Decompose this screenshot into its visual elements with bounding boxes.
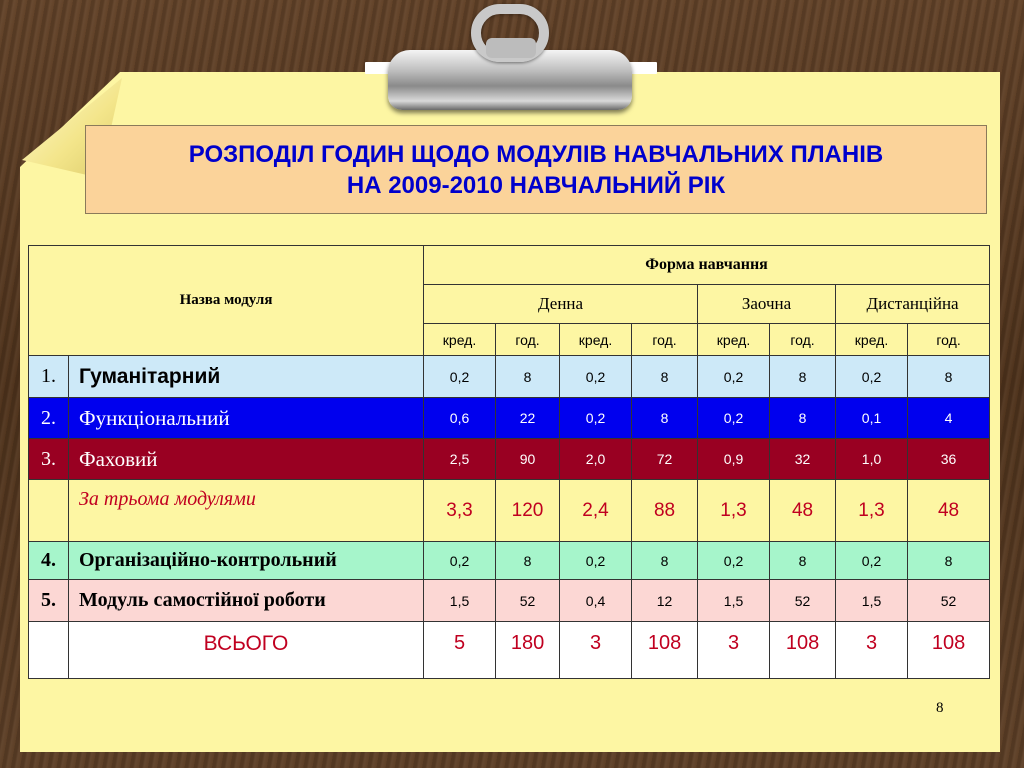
value-cell: 8: [632, 542, 698, 580]
value-cell: 32: [770, 439, 836, 480]
value-cell: 0,2: [836, 356, 908, 398]
value-cell: 2,5: [424, 439, 496, 480]
value-cell: 0,2: [836, 542, 908, 580]
module-name-header: Назва модуля: [29, 246, 424, 356]
module-name: Функціональний: [69, 398, 424, 439]
form-extramural: Заочна: [698, 285, 836, 324]
value-cell: 120: [496, 480, 560, 542]
sub-header-credits: кред.: [836, 324, 908, 356]
table-row: [29, 439, 990, 480]
header-row-1: [29, 246, 990, 285]
table-row-total: [29, 622, 990, 679]
value-cell: 72: [632, 439, 698, 480]
value-cell: 0,2: [698, 356, 770, 398]
row-number: 5.: [29, 580, 69, 622]
value-cell: 52: [496, 580, 560, 622]
value-cell: 8: [770, 356, 836, 398]
value-cell: 1,3: [836, 480, 908, 542]
sub-header-hours: год.: [908, 324, 990, 356]
value-cell: 52: [908, 580, 990, 622]
form-distance: Дистанційна: [836, 285, 990, 324]
value-cell: 108: [770, 622, 836, 679]
value-cell: 48: [770, 480, 836, 542]
module-name: За трьома модулями: [69, 480, 424, 542]
value-cell: 0,2: [560, 398, 632, 439]
value-cell: 108: [908, 622, 990, 679]
table-row: [29, 580, 990, 622]
value-cell: 180: [496, 622, 560, 679]
table-row: [29, 356, 990, 398]
value-cell: 88: [632, 480, 698, 542]
value-cell: 8: [496, 542, 560, 580]
value-cell: 0,2: [424, 542, 496, 580]
value-cell: 0,1: [836, 398, 908, 439]
row-number: 2.: [29, 398, 69, 439]
value-cell: 1,5: [836, 580, 908, 622]
value-cell: 12: [632, 580, 698, 622]
value-cell: 0,9: [698, 439, 770, 480]
value-cell: 1,5: [424, 580, 496, 622]
sub-header-hours: год.: [770, 324, 836, 356]
value-cell: 0,4: [560, 580, 632, 622]
value-cell: 8: [908, 356, 990, 398]
value-cell: 108: [632, 622, 698, 679]
total-label: ВСЬОГО: [69, 622, 424, 679]
sub-header-hours: год.: [632, 324, 698, 356]
value-cell: 5: [424, 622, 496, 679]
hours-table: [28, 245, 990, 679]
value-cell: 8: [908, 542, 990, 580]
value-cell: 3: [698, 622, 770, 679]
title-box: [85, 125, 987, 214]
module-name: Гуманітарний: [69, 356, 424, 398]
table-row: [29, 542, 990, 580]
row-number: 1.: [29, 356, 69, 398]
value-cell: 2,4: [560, 480, 632, 542]
row-number-empty: [29, 480, 69, 542]
value-cell: 3: [836, 622, 908, 679]
sub-header-credits: кред.: [698, 324, 770, 356]
value-cell: 8: [770, 398, 836, 439]
module-name: Фаховий: [69, 439, 424, 480]
sub-header-credits: кред.: [424, 324, 496, 356]
form-day: Денна: [424, 285, 698, 324]
value-cell: 8: [632, 398, 698, 439]
value-cell: 1,3: [698, 480, 770, 542]
value-cell: 0,2: [560, 542, 632, 580]
table-row: [29, 398, 990, 439]
value-cell: 4: [908, 398, 990, 439]
row-number: 3.: [29, 439, 69, 480]
value-cell: 2,0: [560, 439, 632, 480]
value-cell: 1,5: [698, 580, 770, 622]
value-cell: 0,6: [424, 398, 496, 439]
value-cell: 90: [496, 439, 560, 480]
value-cell: 8: [770, 542, 836, 580]
value-cell: 22: [496, 398, 560, 439]
value-cell: 48: [908, 480, 990, 542]
value-cell: 8: [496, 356, 560, 398]
row-number-empty: [29, 622, 69, 679]
value-cell: 8: [632, 356, 698, 398]
value-cell: 0,2: [698, 542, 770, 580]
value-cell: 3,3: [424, 480, 496, 542]
sub-header-credits: кред.: [560, 324, 632, 356]
page-title: РОЗПОДІЛ ГОДИН ЩОДО МОДУЛІВ НАВЧАЛЬНИХ ПЛАНІВ НА 2009-2010 НАВЧАЛЬНИЙ РІК: [188, 140, 884, 199]
value-cell: 1,0: [836, 439, 908, 480]
row-number: 4.: [29, 542, 69, 580]
value-cell: 0,2: [424, 356, 496, 398]
clipboard-ring-base: [486, 38, 536, 58]
sub-header-hours: год.: [496, 324, 560, 356]
value-cell: 3: [560, 622, 632, 679]
value-cell: 0,2: [560, 356, 632, 398]
value-cell: 52: [770, 580, 836, 622]
table-row-subtotal: [29, 480, 990, 542]
module-name: Модуль самостійної роботи: [69, 580, 424, 622]
form-header: Форма навчання: [424, 246, 990, 285]
page-number: 8: [936, 700, 944, 716]
value-cell: 36: [908, 439, 990, 480]
value-cell: 0,2: [698, 398, 770, 439]
module-name: Організаційно-контрольний: [69, 542, 424, 580]
